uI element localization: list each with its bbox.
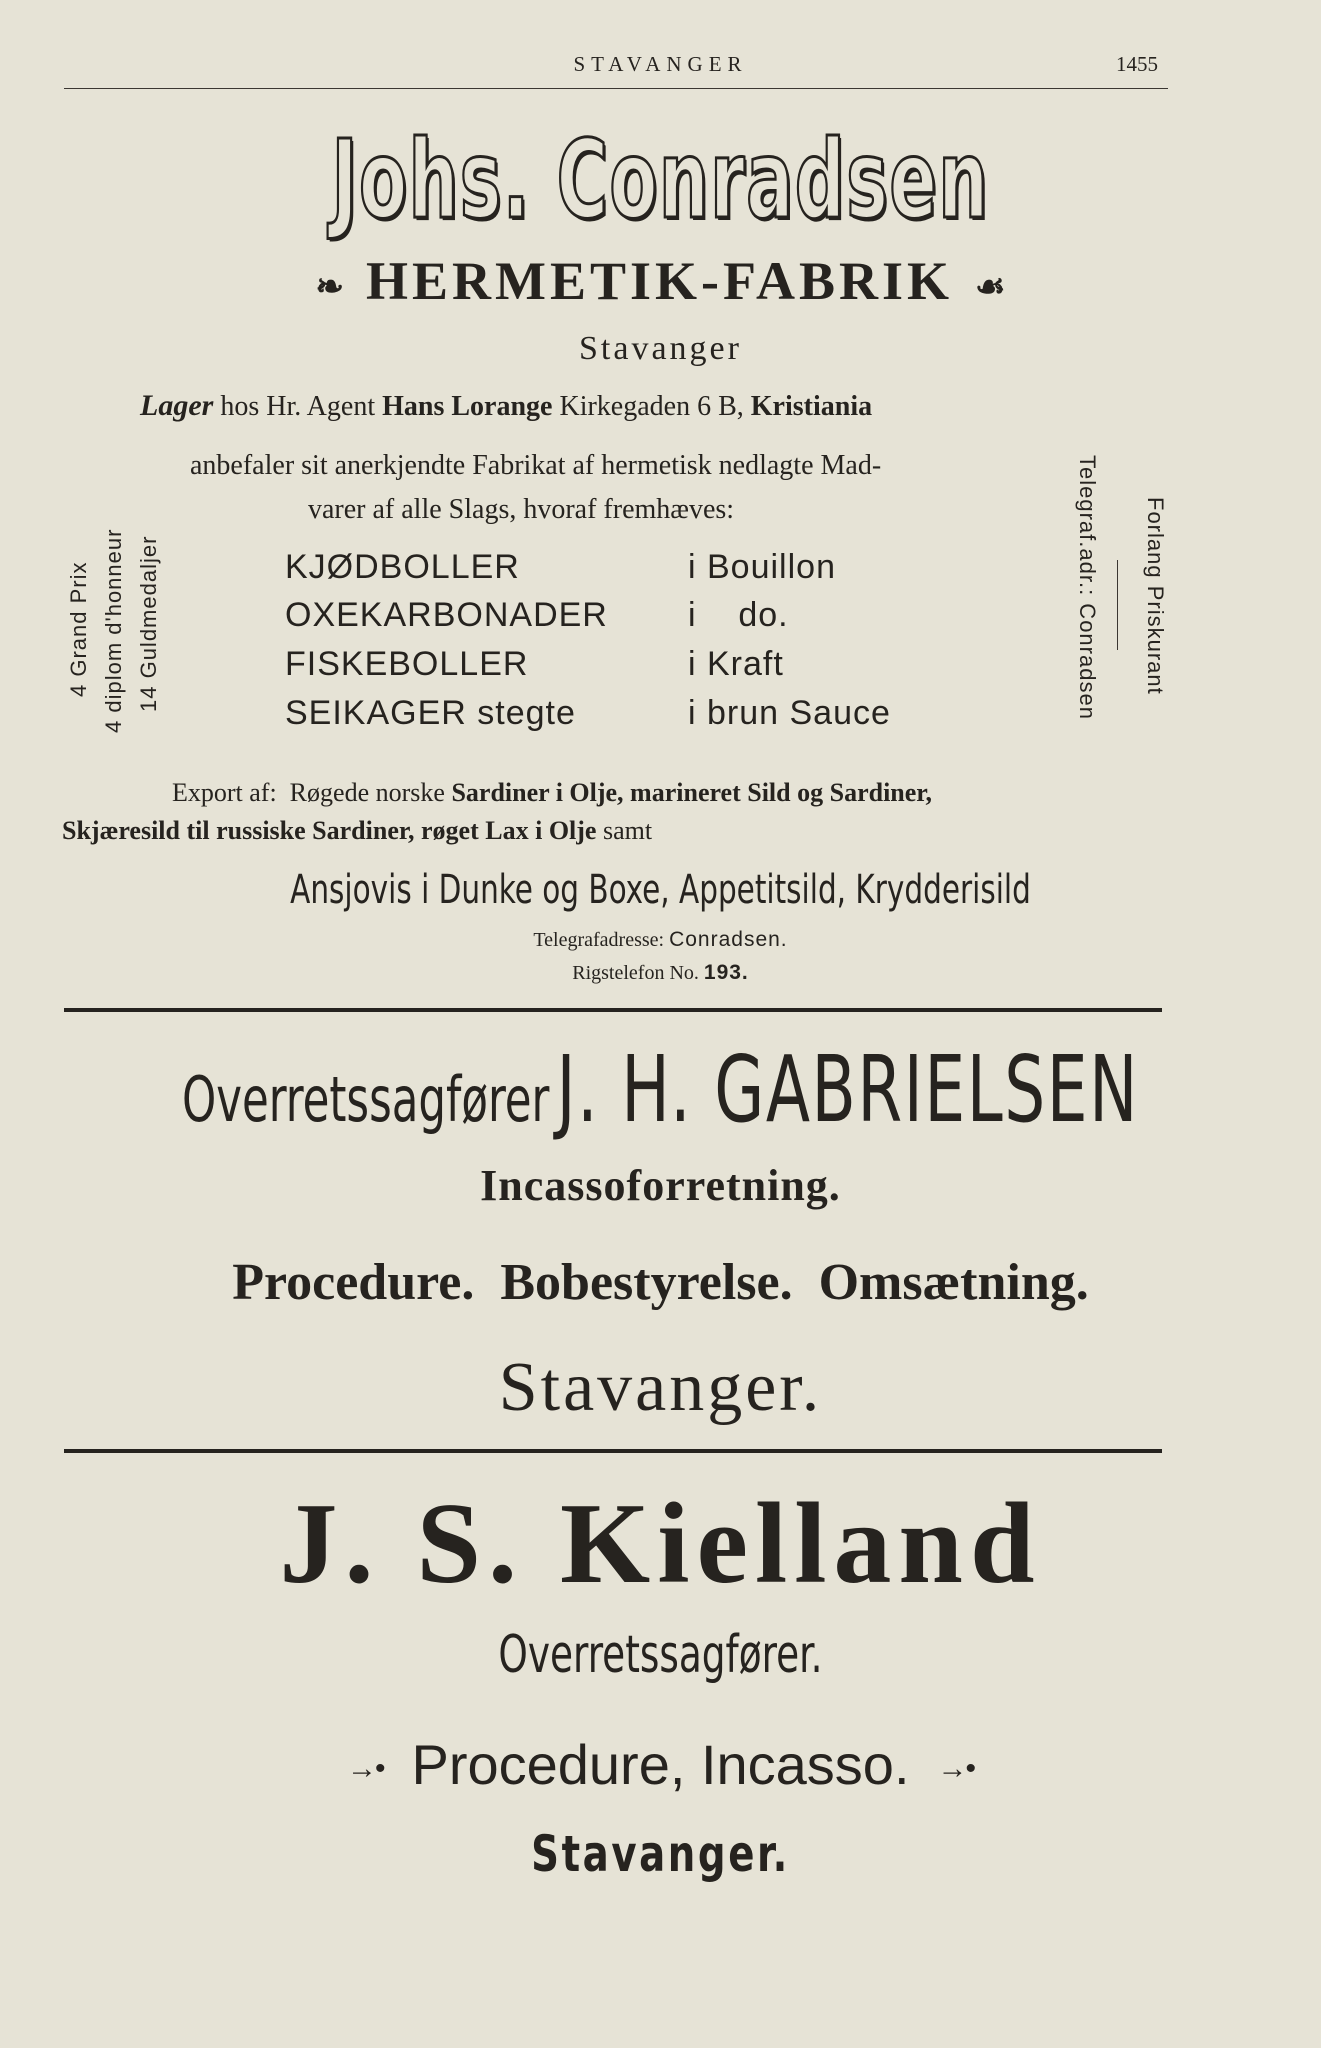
lager-text-2: Kirkegaden 6 B, [552, 391, 751, 422]
export-prefix: Export af: Røgede norske [172, 778, 452, 807]
lager-text-1: hos Hr. Agent [213, 391, 383, 422]
ad-divider [64, 1449, 1162, 1453]
phone-value: 193. [703, 961, 749, 984]
ad-conradsen-business [0, 250, 1321, 312]
ad-divider [64, 1008, 1162, 1012]
product-spec: i Kraft [688, 645, 784, 683]
ornament-right-icon: ☙ [975, 268, 1006, 306]
ad-gabrielsen-line-1: Incassoforretning. [480, 1161, 841, 1210]
export-bold-2: Skjæresild til russiske Sardiner, røget Lax i Olje [62, 816, 597, 845]
ad-kielland-line-1: Procedure, Incasso. [411, 1733, 910, 1796]
running-head: STAVANGER [573, 52, 748, 76]
export-line-3: Ansjovis i Dunke og Boxe, Appetitsild, Krydderisild [290, 867, 1031, 913]
lager-agent: Hans Lorange [382, 391, 553, 422]
ornament-left-icon: ❧ [315, 268, 344, 306]
page-number: 1455 [1116, 52, 1158, 76]
lager-city: Kristiania [750, 391, 873, 422]
lager-word: Lager [140, 389, 214, 422]
award-guldmedaljer: 14 Guldmedaljer [136, 535, 161, 712]
telegraph-address [0, 928, 1321, 952]
ad-kielland-title: Overretssagfører. [498, 1625, 823, 1685]
side-divider [1117, 560, 1118, 650]
phone-label: Rigstelefon No. [572, 962, 704, 984]
product-spec: i brun Sauce [688, 694, 891, 732]
award-diplom: 4 diplom d'honneur [101, 528, 126, 733]
intro-line-1: anbefaler sit anerkjendte Fabrikat af hermetisk nedlagte Mad- [190, 450, 882, 481]
business-label: HERMETIK-FABRIK [365, 251, 954, 311]
export-bold-1: Sardiner i Olje, marineret Sild og Sardiner, [451, 778, 932, 807]
arrow-ornament-icon: →• [937, 1752, 975, 1786]
product-spec: i Bouillon [688, 548, 836, 586]
ad-gabrielsen-line-2: Procedure. Bobestyrelse. Omsætning. [232, 1254, 1089, 1311]
arrow-ornament-icon: →• [346, 1752, 384, 1786]
telegraph-value: Conradsen. [669, 928, 788, 951]
ad-conradsen-name: Johs. Conradsen [331, 118, 990, 243]
intro-line-2: varer af alle Slags, hvoraf fremhæves: [308, 494, 735, 525]
side-telegraph-address: Telegraf.adr.: Conradsen [1075, 455, 1100, 720]
export-line-1 [172, 778, 932, 808]
product-name: KJØDBOLLER [285, 548, 520, 586]
product-name: OXEKARBONADER [285, 596, 608, 634]
phone-number [0, 961, 1321, 985]
export-tail: samt [596, 816, 653, 845]
product-name: FISKEBOLLER [285, 645, 529, 683]
telegraph-label: Telegrafadresse: [533, 929, 670, 951]
ad-gabrielsen-heading [145, 1036, 1175, 1143]
ad-conradsen-city: Stavanger [579, 330, 742, 367]
ad-gabrielsen-name: J. H. GABRIELSEN [556, 1036, 1139, 1143]
header-rule [64, 88, 1168, 89]
ad-kielland-city: Stavanger. [531, 1825, 790, 1883]
ad-gabrielsen-title: Overretssagfører [181, 1063, 550, 1136]
product-name: SEIKAGER stegte [285, 694, 576, 732]
ad-gabrielsen-city: Stavanger. [498, 1349, 823, 1426]
ad-kielland-line-1-row [0, 1732, 1321, 1797]
ad-kielland-name: J. S. Kielland [279, 1480, 1042, 1608]
award-grand-prix: 4 Grand Prix [66, 561, 91, 697]
product-spec: i do. [688, 596, 789, 634]
lager-line [140, 389, 872, 423]
export-line-2 [62, 816, 652, 846]
side-pricelist: Forlang Priskurant [1143, 497, 1168, 695]
